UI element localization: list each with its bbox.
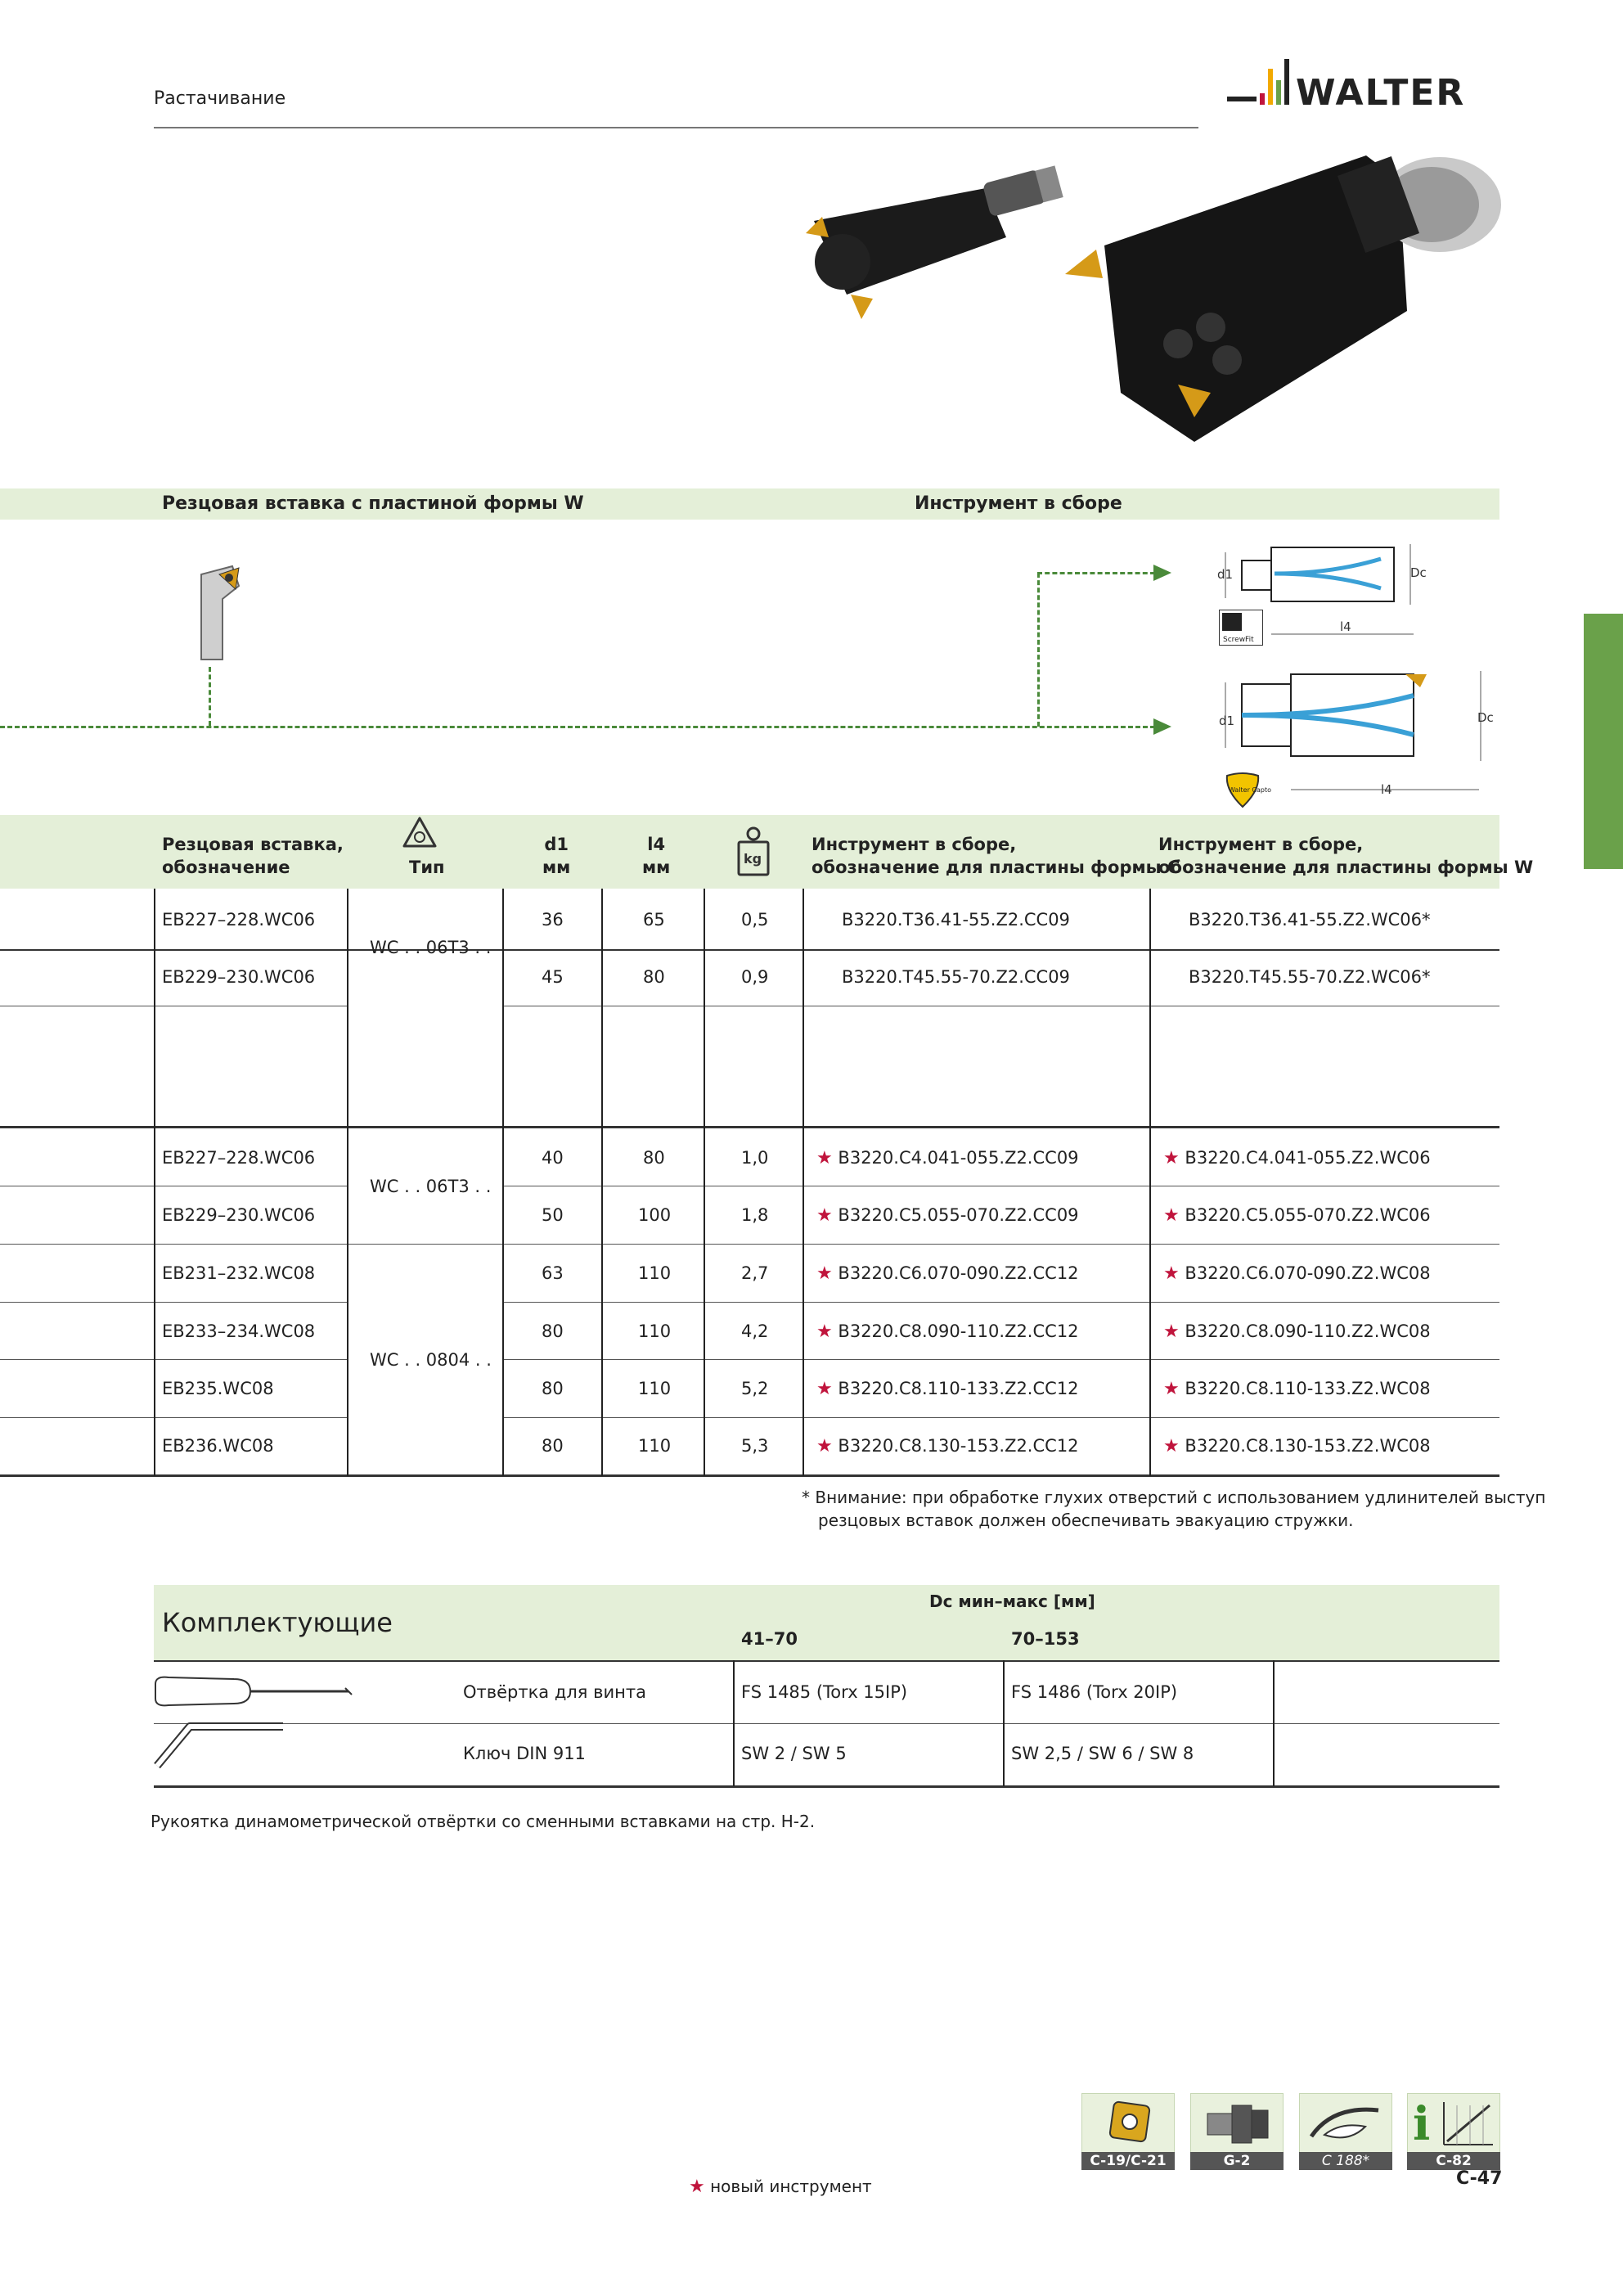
- row-line: [0, 1359, 347, 1360]
- accessory-spec-41-70: SW 2 / SW 5: [741, 1744, 847, 1763]
- col-divider: [704, 889, 705, 1476]
- info-chart-icon: [1407, 2093, 1500, 2154]
- cell-insert: EB229–230.WC06: [162, 1205, 316, 1225]
- dim-dc-label: Dc: [1410, 565, 1427, 580]
- cell-d1: 50: [542, 1205, 564, 1225]
- cell-l4: 80: [643, 967, 665, 987]
- accessory-spec-41-70: FS 1485 (Torx 15IP): [741, 1682, 908, 1702]
- cell-weight: 5,2: [741, 1379, 769, 1398]
- col-header-l4: [642, 833, 670, 879]
- cell-d1: 40: [542, 1148, 564, 1168]
- group-divider: [0, 1126, 1499, 1128]
- flow-line-top: [1037, 572, 1155, 574]
- accessories-note: Рукоятка динамометрической отвёртки со сменными вставками на стр. H-2.: [151, 1812, 816, 1831]
- row-line: [0, 1244, 1499, 1245]
- tool-c-code: B3220.C8.110-133.Z2.CC12: [838, 1379, 1079, 1398]
- new-star-icon: ★: [1163, 1263, 1180, 1284]
- new-tool-label: новый инструмент: [710, 2177, 872, 2196]
- page-title: Растачивание: [154, 88, 286, 109]
- table-bottom-line: [0, 1474, 1499, 1477]
- cell-l4: 100: [638, 1205, 672, 1225]
- walter-capto-badge: [1222, 771, 1272, 808]
- tool-w-code: B3220.C5.055-070.Z2.WC06: [1185, 1205, 1431, 1225]
- cell-l4: 65: [643, 910, 665, 930]
- page-number: C-47: [1456, 2168, 1503, 2189]
- cell-tool-c: [816, 1434, 1079, 1458]
- cell-insert: EB235.WC08: [162, 1379, 274, 1398]
- new-star-icon: ★: [816, 1148, 833, 1168]
- cell-d1: 80: [542, 1379, 564, 1398]
- col-header-l4-unit: мм: [642, 858, 671, 877]
- tool-c-code: B3220.C8.130-153.Z2.CC12: [838, 1436, 1079, 1456]
- insert-section-label: Резцовая вставка с пластиной формы W: [162, 493, 584, 514]
- insert-type-icon: [401, 815, 438, 853]
- new-star-icon: ★: [689, 2177, 705, 2197]
- cell-insert: EB231–232.WC08: [162, 1263, 316, 1283]
- cell-tool-c: [816, 1377, 1079, 1401]
- weight-icon-text: kg: [744, 851, 762, 867]
- capto-text: Walter Capto: [1229, 786, 1272, 794]
- dim-d1-label: d1: [1217, 567, 1234, 582]
- new-star-icon: ★: [816, 1436, 833, 1456]
- screwfit-text: ScrewFit: [1223, 636, 1254, 644]
- arrow-to-screwfit: [1153, 565, 1171, 581]
- insert-square-icon: [1081, 2093, 1175, 2154]
- cell-weight: 1,0: [741, 1148, 769, 1168]
- cell-d1: 80: [542, 1321, 564, 1341]
- accessories-top-line: [154, 1660, 1499, 1662]
- screwdriver-icon: [152, 1671, 357, 1712]
- tool-c-code: B3220.C6.070-090.Z2.CC12: [838, 1263, 1079, 1283]
- col-header-insert: Резцовая вставка, обозначение: [162, 835, 344, 877]
- accessory-name: Ключ DIN 911: [463, 1744, 586, 1763]
- flow-line-up: [1037, 573, 1040, 727]
- col-header-d1-label: d1: [544, 835, 569, 854]
- cell-weight: 2,7: [741, 1263, 769, 1283]
- dim-d1-label-2: d1: [1219, 714, 1235, 728]
- ref-label-c82: C-82: [1407, 2152, 1500, 2170]
- tool-w-code: B3220.C8.110-133.Z2.WC08: [1185, 1379, 1431, 1398]
- cell-tool-c: [816, 1320, 1079, 1344]
- screwfit-badge: [1219, 610, 1263, 646]
- new-star-icon: ★: [1163, 1379, 1180, 1399]
- cell-tool-w: [1163, 1146, 1431, 1170]
- cell-tool-w: [1163, 1377, 1431, 1401]
- cell-l4: 80: [643, 1148, 665, 1168]
- dim-l4-label: l4: [1340, 619, 1351, 634]
- cell-weight: 4,2: [741, 1321, 769, 1341]
- acc-col-divider: [1003, 1660, 1005, 1786]
- group1-type-cell: WC . . 06T3 . .: [370, 938, 492, 957]
- cell-insert: EB236.WC08: [162, 1436, 274, 1456]
- tool-c-code: B3220.C4.041-055.Z2.CC09: [838, 1148, 1079, 1168]
- cell-d1: 45: [542, 967, 564, 987]
- cell-insert: EB229–230.WC06: [162, 967, 316, 987]
- cartridge-insert-image: [193, 566, 244, 663]
- cell-weight: 0,9: [741, 967, 769, 987]
- flow-line-left: [209, 667, 211, 726]
- cell-tool-w: [1163, 1434, 1431, 1458]
- section-side-tab: [1584, 614, 1623, 869]
- accessory-name: Отвёртка для винта: [463, 1682, 646, 1702]
- col-divider: [502, 889, 504, 1476]
- cell-d1: 63: [542, 1263, 564, 1283]
- tool-adapter-icon: [1190, 2093, 1284, 2154]
- tool-c-code: B3220.C8.090-110.Z2.CC12: [838, 1321, 1079, 1341]
- assembly-section-label: Инструмент в сборе: [915, 493, 1122, 514]
- cell-tool-c: [816, 1204, 1079, 1227]
- col-divider: [803, 889, 804, 1476]
- walter-logo: [1227, 59, 1502, 116]
- new-star-icon: ★: [1163, 1436, 1180, 1456]
- tool-w-code: B3220.C6.070-090.Z2.WC08: [1185, 1263, 1431, 1283]
- new-star-icon: ★: [1163, 1321, 1180, 1342]
- accessory-spec-70-153: SW 2,5 / SW 6 / SW 8: [1011, 1744, 1194, 1763]
- footnote-line-1: * Внимание: при обработке глухих отверстий с использованием удлинителей выступ: [802, 1488, 1546, 1507]
- acc-col-divider: [1273, 1660, 1275, 1786]
- footnote-line-2: резцовых вставок должен обеспечивать эвакуацию стружки.: [818, 1510, 1354, 1530]
- cell-tool-c: [816, 1262, 1079, 1285]
- col-divider: [347, 889, 348, 1476]
- walter-brand-text: WALTER: [1296, 72, 1466, 114]
- dc-col-41-70: 41–70: [741, 1629, 798, 1649]
- cell-l4: 110: [638, 1379, 672, 1398]
- col-header-tool-w: Инструмент в сборе, обозначение для пластины формы W: [1158, 835, 1534, 877]
- ref-label-g2: G-2: [1190, 2152, 1284, 2170]
- cell-tool-c: B3220.T45.55-70.Z2.CC09: [842, 967, 1070, 987]
- col-header-type: Тип: [409, 858, 445, 877]
- cell-tool-c: [816, 1146, 1079, 1170]
- cell-weight: 1,8: [741, 1205, 769, 1225]
- cell-l4: 110: [638, 1436, 672, 1456]
- cell-d1: 80: [542, 1436, 564, 1456]
- row-line: [502, 1302, 1499, 1303]
- new-star-icon: ★: [1163, 1205, 1180, 1226]
- header-rule: [154, 127, 1198, 128]
- tool-w-code: B3220.C8.130-153.Z2.WC08: [1185, 1436, 1431, 1456]
- cell-insert: EB227–228.WC06: [162, 910, 316, 930]
- row-line: [0, 1302, 347, 1303]
- col-divider: [1149, 889, 1151, 1476]
- col-divider: [601, 889, 603, 1476]
- cell-weight: 5,3: [741, 1436, 769, 1456]
- cell-tool-w: [1163, 1262, 1431, 1285]
- new-star-icon: ★: [816, 1379, 833, 1399]
- ref-label-c188: C 188*: [1299, 2152, 1392, 2170]
- group2-type-cell-a: WC . . 06T3 . .: [370, 1177, 492, 1196]
- cell-l4: 110: [638, 1263, 672, 1283]
- row-line: [502, 1417, 1499, 1418]
- new-tool-legend: [689, 2177, 872, 2197]
- dc-col-70-153: 70–153: [1011, 1629, 1080, 1649]
- new-star-icon: ★: [816, 1321, 833, 1342]
- cell-tool-w: [1163, 1320, 1431, 1344]
- row-line: [0, 1417, 347, 1418]
- cell-tool-w: [1163, 1204, 1431, 1227]
- col-header-l4-label: l4: [647, 835, 666, 854]
- dim-l4-label-2: l4: [1381, 782, 1392, 797]
- acc-col-divider: [733, 1660, 735, 1786]
- ref-label-c19: C-19/C-21: [1081, 2152, 1175, 2170]
- arrow-to-capto: [1153, 718, 1171, 735]
- col-divider: [154, 889, 155, 1476]
- cell-weight: 0,5: [741, 910, 769, 930]
- cell-insert: EB233–234.WC08: [162, 1321, 316, 1341]
- weight-icon: [736, 822, 771, 880]
- product-image-large: [1055, 147, 1505, 450]
- cell-insert: EB227–228.WC06: [162, 1148, 316, 1168]
- flow-line-main: [0, 726, 1155, 728]
- row-line: [0, 949, 1499, 951]
- accessories-row-line: [154, 1723, 1499, 1724]
- col-header-tool-c: Инструмент в сборе, обозначение для пластины формы C: [812, 835, 1180, 877]
- tool-c-code: B3220.C5.055-070.Z2.CC09: [838, 1205, 1079, 1225]
- tool-w-code: B3220.C8.090-110.Z2.WC08: [1185, 1321, 1431, 1341]
- tool-w-code: B3220.C4.041-055.Z2.WC06: [1185, 1148, 1431, 1168]
- group2-type-cell-b: WC . . 0804 . .: [370, 1350, 492, 1370]
- dim-dc-label-2: Dc: [1477, 710, 1494, 725]
- cell-l4: 110: [638, 1321, 672, 1341]
- new-star-icon: ★: [1163, 1148, 1180, 1168]
- cell-d1: 36: [542, 910, 564, 930]
- cell-tool-c: B3220.T36.41-55.Z2.CC09: [842, 910, 1070, 930]
- dc-range-label: Dc мин–макс [мм]: [929, 1591, 1095, 1611]
- col-header-d1: [542, 833, 570, 879]
- accessory-spec-70-153: FS 1486 (Torx 20IP): [1011, 1682, 1178, 1702]
- cell-tool-w: B3220.T45.55-70.Z2.WC06*: [1189, 967, 1431, 987]
- accessories-bottom-line: [154, 1785, 1499, 1788]
- cell-tool-w: B3220.T36.41-55.Z2.WC06*: [1189, 910, 1431, 930]
- svg-text:i: i: [1413, 2097, 1431, 2151]
- new-star-icon: ★: [816, 1263, 833, 1284]
- cutting-data-icon: [1299, 2093, 1392, 2154]
- new-star-icon: ★: [816, 1205, 833, 1226]
- hex-key-icon: [152, 1718, 291, 1776]
- product-image-small: [798, 155, 1068, 352]
- row-line: [502, 1359, 1499, 1360]
- col-header-d1-unit: мм: [542, 858, 571, 877]
- accessories-title: Комплектующие: [162, 1607, 393, 1638]
